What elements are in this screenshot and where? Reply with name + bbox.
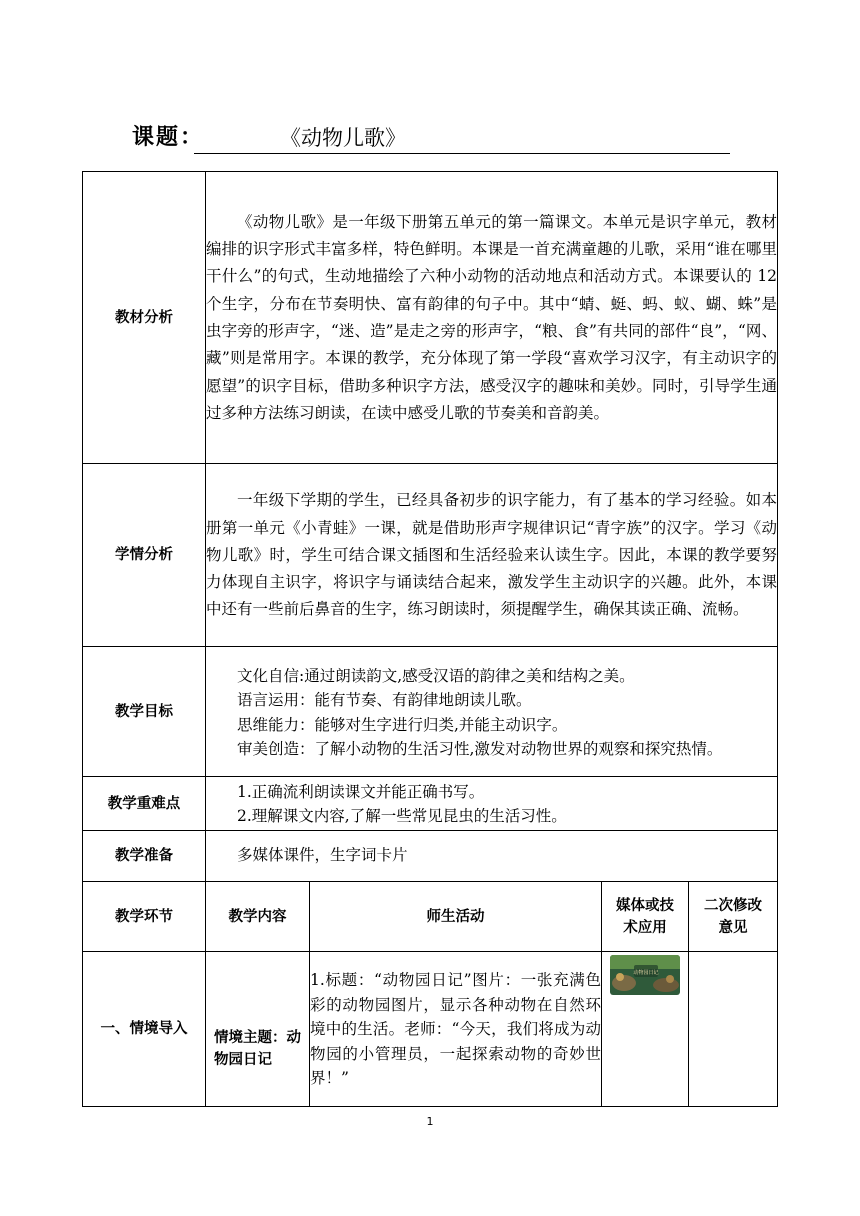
- label-student-analysis: 学情分析: [83, 464, 206, 647]
- row-teaching-goals: [83, 647, 778, 777]
- header-media: 媒体或技术应用: [602, 882, 689, 952]
- row-textbook-analysis: [83, 172, 778, 464]
- textbook-analysis-text: 《动物儿歌》是一年级下册第五单元的第一篇课文。本单元是识字单元，教材编排的识字形式丰富多样，特色鲜明。本课是一首充满童趣的儿歌，采用“谁在哪里干什么”的句式，生动地描绘了六种小动物的活动地点和活动方式。本课要认的 12 个生字，分布在节奏明快、富有韵律的句子中。其中“蜻、蜓、蚂、蚁、蝴、蛛”是虫字旁的形声字，“迷、造”是走之旁的形声字，“粮、食”有共同的部件“良”，“网、藏”则是常用字。本课的教学，充分体现了第一学段“喜欢学习汉字，有主动识字的愿望”的识字目标，借助多种识字方法，感受汉字的趣味和美妙。同时，引导学生通过多种方法练习朗读，在读中感受儿歌的节奏美和音韵美。: [206, 212, 778, 422]
- zoo-picture-icon: [610, 955, 680, 995]
- header-content: 教学内容: [206, 882, 310, 952]
- goal-item-4: 审美创造：了解小动物的生活习性,激发对动物世界的观察和探究热情。: [237, 740, 723, 758]
- goal-item-3: 思维能力：能够对生字进行归类,并能主动识字。: [237, 715, 568, 734]
- process-header-row: [83, 882, 778, 952]
- label-preparation: 教学准备: [83, 831, 206, 882]
- title-underline: [194, 153, 730, 154]
- label-textbook-analysis: 教材分析: [83, 172, 206, 464]
- thumbnail-caption: 动物园日记: [633, 970, 659, 976]
- goal-item-1: 文化自信:通过朗读韵文,感受汉语的韵律之美和结构之美。: [237, 666, 635, 685]
- preparation-text: 多媒体课件，生字词卡片: [237, 846, 408, 865]
- media-cell: [602, 952, 689, 1107]
- process-row-1: [83, 952, 778, 1107]
- title-value: 《动物儿歌》: [280, 126, 406, 150]
- header-revision: 二次修改意见: [689, 882, 778, 952]
- row-student-analysis: [83, 464, 778, 647]
- row-preparation: [83, 831, 778, 882]
- label-key-points: 教学重难点: [83, 777, 206, 831]
- header-stage: 教学环节: [83, 882, 206, 952]
- label-teaching-goals: 教学目标: [83, 647, 206, 777]
- goal-item-2: 语言运用：能有节奏、有韵律地朗读儿歌。: [237, 691, 532, 709]
- title-label: 课题：: [132, 125, 205, 150]
- revision-cell: [689, 952, 778, 1107]
- stage-cell: 一、情境导入: [83, 952, 206, 1107]
- lesson-title: [132, 120, 732, 160]
- activity-cell: [310, 952, 602, 1107]
- lesson-plan-table: [82, 171, 778, 1107]
- page-number: 1: [426, 1115, 434, 1128]
- student-analysis-text: 一年级下学期的学生，已经具备初步的识字能力，有了基本的学习经验。如本册第一单元《小青蛙》一课，就是借助形声字规律识记“青字族”的汉字。学习《动物儿歌》时，学生可结合课文插图和生活经验来认读生字。因此，本课的教学要努力体现自主识字，将识字与诵读结合起来，激发学生主动识字的兴趣。此外，本课中还有一些前后鼻音的生字，练习朗读时，须提醒学生，确保其读正确、流畅。: [206, 491, 778, 619]
- content-cell: 情境主题：动物园日记: [206, 952, 310, 1107]
- activity-text: 1.标题：“动物园日记”图片：一张充满色彩的动物园图片，显示各种动物在自然环境中的生活。老师：“今天，我们将成为动物园的小管理员，一起探索动物的奇妙世界！”: [310, 971, 601, 1088]
- header-activity: 师生活动: [310, 882, 602, 952]
- row-key-points: [83, 777, 778, 831]
- key-point-1: 1.正确流利朗读课文并能正确书写。: [237, 782, 485, 801]
- key-point-2: 2.理解课文内容,了解一些常见昆虫的生活习性。: [237, 807, 567, 825]
- media-thumbnail[interactable]: [610, 955, 680, 995]
